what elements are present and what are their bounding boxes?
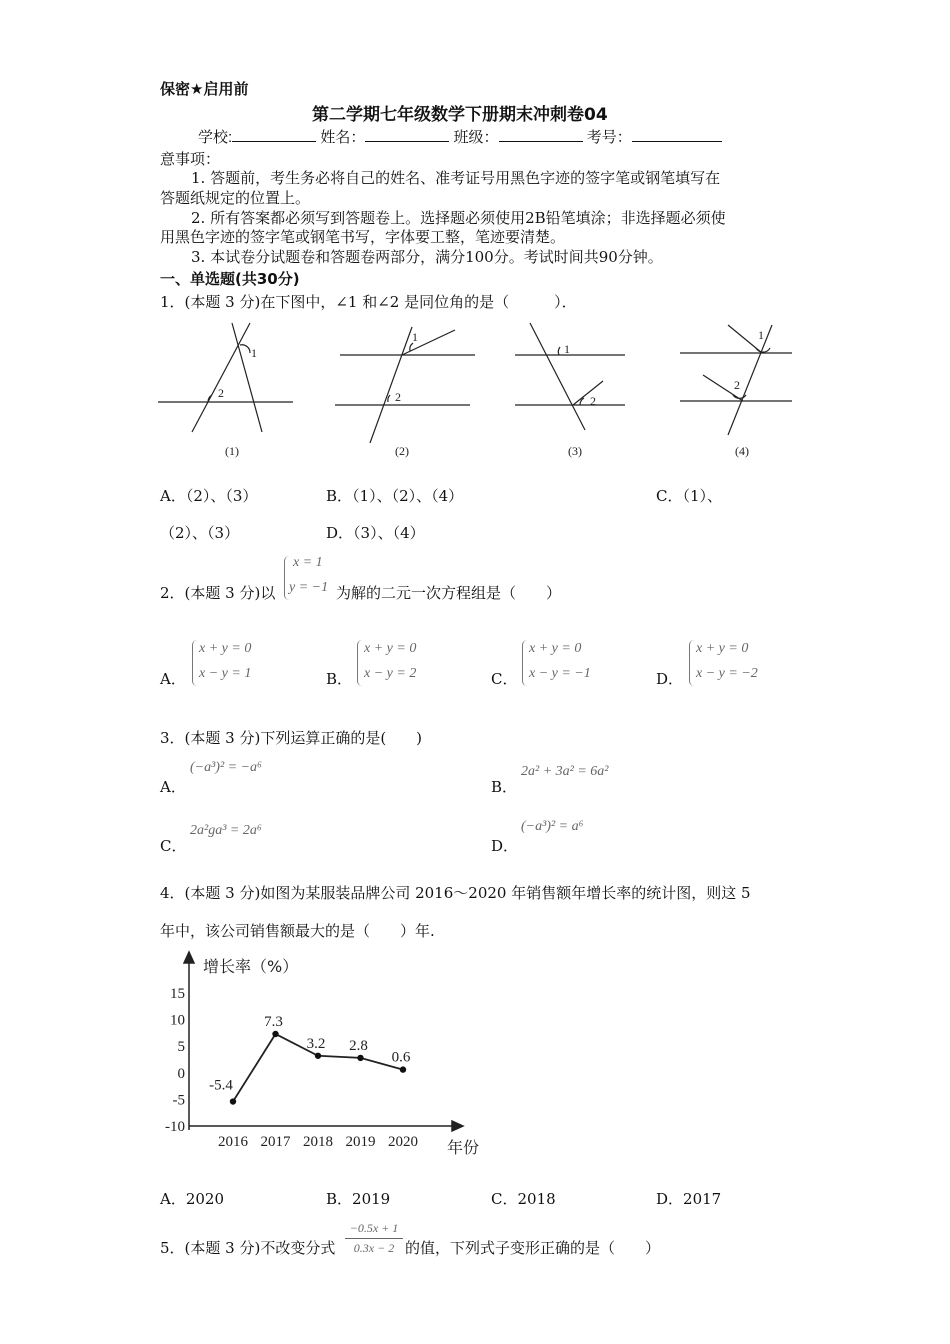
fig3-angle2: 2 xyxy=(590,394,596,408)
q2-b-bot: x − y = 2 xyxy=(364,666,417,681)
x-tick-label-1: 2017 xyxy=(260,1134,291,1150)
class-blank[interactable] xyxy=(499,141,583,142)
q4-stem-line1: 4．(本题 3 分)如图为某服装品牌公司 2016～2020 年销售额年增长率的统计图，则这 5 xyxy=(160,884,751,902)
y-tick-label-4: -5 xyxy=(172,1092,185,1109)
data-point-4 xyxy=(400,1066,406,1072)
q5-denominator: 0.3x − 2 xyxy=(353,1241,395,1255)
q2-d-top: x + y = 0 xyxy=(696,641,749,656)
q2-a-bot: x − y = 1 xyxy=(199,666,252,681)
x-tick-label-4: 2020 xyxy=(388,1134,418,1150)
notice-line1: 1. 答题前，考生务必将自己的姓名、准考证号用黑色字迹的签字笔或钢笔填写在 xyxy=(191,169,721,187)
notice-line1b: 答题纸规定的位置上。 xyxy=(160,189,311,207)
data-point-2 xyxy=(315,1053,321,1059)
q3-option-d-label[interactable]: D． xyxy=(491,837,519,855)
q3-stem: 3．(本题 3 分)下列运算正确的是( ) xyxy=(160,729,423,747)
q2-option-c-label[interactable]: C． xyxy=(491,670,518,688)
q2-d-brace xyxy=(689,640,694,686)
q2-c-bot: x − y = −1 xyxy=(529,666,591,681)
data-point-0 xyxy=(230,1098,236,1104)
school-blank[interactable] xyxy=(232,141,316,142)
y-tick-label-2: 5 xyxy=(177,1039,185,1056)
exam-no-label: 考号： xyxy=(586,129,632,146)
q3-option-a-label[interactable]: A． xyxy=(160,778,186,796)
x-tick-label-0: 2016 xyxy=(218,1134,248,1150)
notice-line2b: 用黑色字迹的签字笔或钢笔书写，字体要工整，笔迹要清楚。 xyxy=(160,228,566,246)
data-label-0: -5.4 xyxy=(209,1077,233,1094)
fig1-caption: (1) xyxy=(225,444,239,458)
q2-c-top: x + y = 0 xyxy=(529,641,582,656)
q5-fraction xyxy=(345,1221,403,1256)
q2-d-bot: x − y = −2 xyxy=(696,666,758,681)
fig3-angle1: 1 xyxy=(564,342,570,356)
fig2-angle1: 1 xyxy=(412,330,418,344)
data-label-4: 0.6 xyxy=(391,1049,411,1066)
q2-sys-y: y = −1 xyxy=(289,580,329,595)
x-axis-arrow xyxy=(452,1121,463,1131)
y-tick-label-5: -10 xyxy=(165,1119,185,1135)
school-label: 学校: xyxy=(198,129,233,146)
data-point-1 xyxy=(272,1031,278,1037)
x-tick-label-2: 2018 xyxy=(303,1134,333,1150)
notice-line3: 3. 本试卷分试题卷和答题卷两部分，满分100分。考试时间共90分钟。 xyxy=(191,248,663,266)
q5-stem-post: 的值，下列式子变形正确的是（ ） xyxy=(405,1239,661,1257)
data-label-2: 3.2 xyxy=(306,1035,326,1052)
y-axis-arrow xyxy=(184,952,194,963)
q4-option-c[interactable]: C．2018 xyxy=(491,1190,556,1208)
fig2-angle2: 2 xyxy=(395,390,401,404)
q2-stem-pre: 2．(本题 3 分)以 xyxy=(160,584,276,602)
q2-stem-post: 为解的二元一次方程组是（ ） xyxy=(336,584,562,602)
name-label: 姓名： xyxy=(320,129,366,146)
q3-option-c-expr: 2a²ga³ = 2a⁶ xyxy=(190,823,262,838)
q5-numerator: −0.5x + 1 xyxy=(349,1221,399,1235)
fig3-caption: (3) xyxy=(568,444,582,458)
q3-option-c-label[interactable]: C． xyxy=(160,837,187,855)
y-tick-label-1: 10 xyxy=(170,1012,185,1029)
q2-option-a-label[interactable]: A． xyxy=(160,670,186,688)
fig1-angle2: 2 xyxy=(218,386,224,400)
fig4-angle2: 2 xyxy=(734,378,740,392)
q2-b-brace xyxy=(357,640,362,686)
section-heading: 一、单选题(共30分) xyxy=(160,270,300,288)
fig2-caption: (2) xyxy=(395,444,409,458)
q2-b-top: x + y = 0 xyxy=(364,641,417,656)
info-line xyxy=(198,126,722,147)
q2-option-d-label[interactable]: D． xyxy=(656,670,684,688)
data-label-3: 2.8 xyxy=(349,1037,368,1054)
q4-option-d[interactable]: D．2017 xyxy=(656,1190,722,1208)
notice-heading: 意事项： xyxy=(160,150,221,168)
growth-rate-chart xyxy=(155,950,500,1165)
q4-stem-line2: 年中，该公司销售额最大的是（ ）年. xyxy=(160,922,435,940)
q2-option-b-label[interactable]: B． xyxy=(326,670,353,688)
q2-a-brace xyxy=(192,640,197,686)
exam-no-blank[interactable] xyxy=(632,141,722,142)
q1-option-b[interactable]: B．（1）、（2）、（4） xyxy=(326,487,464,505)
q3-option-b-label[interactable]: B． xyxy=(491,778,518,796)
notice-line2: 2. 所有答案都必须写到答题卷上。选择题必须使用2B铅笔填涂；非选择题必须使 xyxy=(191,209,726,227)
data-point-3 xyxy=(357,1055,363,1061)
q2-c-brace xyxy=(522,640,527,686)
confidential-mark: 保密★启用前 xyxy=(160,80,249,98)
q3-option-b-expr: 2a² + 3a² = 6a² xyxy=(521,764,609,779)
q3-option-d-expr: (−a³)² = a⁶ xyxy=(521,819,584,834)
q4-option-a[interactable]: A．2020 xyxy=(160,1190,225,1208)
q2-a-top: x + y = 0 xyxy=(199,641,252,656)
x-axis-label: 年份 xyxy=(447,1138,480,1157)
fig4-caption: (4) xyxy=(735,444,749,458)
q1-option-d[interactable]: D．（3）、（4） xyxy=(326,524,425,542)
class-label: 班级： xyxy=(453,129,499,146)
q1-option-a[interactable]: A．（2）、（3） xyxy=(160,487,258,505)
data-label-1: 7.3 xyxy=(264,1013,283,1030)
y-tick-label-3: 0 xyxy=(177,1065,185,1082)
q4-option-b[interactable]: B．2019 xyxy=(326,1190,391,1208)
q2-sys-x: x = 1 xyxy=(293,555,323,570)
x-tick-label-3: 2019 xyxy=(345,1134,376,1150)
y-axis-label: 增长率（%） xyxy=(203,957,299,976)
q1-stem: 1．(本题 3 分)在下图中，∠1 和∠2 是同位角的是（ ）． xyxy=(160,293,577,311)
q1-figures xyxy=(150,315,810,465)
q1-option-c[interactable]: C．（1）、 xyxy=(656,487,723,505)
q3-option-a-expr: (−a³)² = −a⁶ xyxy=(190,760,262,775)
fig4-angle1: 1 xyxy=(758,328,764,342)
q1-option-c-cont: （2）、（3） xyxy=(160,524,240,542)
fig1-angle1: 1 xyxy=(251,346,257,360)
y-tick-label-0: 15 xyxy=(170,986,185,1002)
page-title: 第二学期七年级数学下册期末冲刺卷04 xyxy=(312,105,608,125)
q5-stem-pre: 5．(本题 3 分)不改变分式 xyxy=(160,1239,336,1257)
name-blank[interactable] xyxy=(365,141,449,142)
